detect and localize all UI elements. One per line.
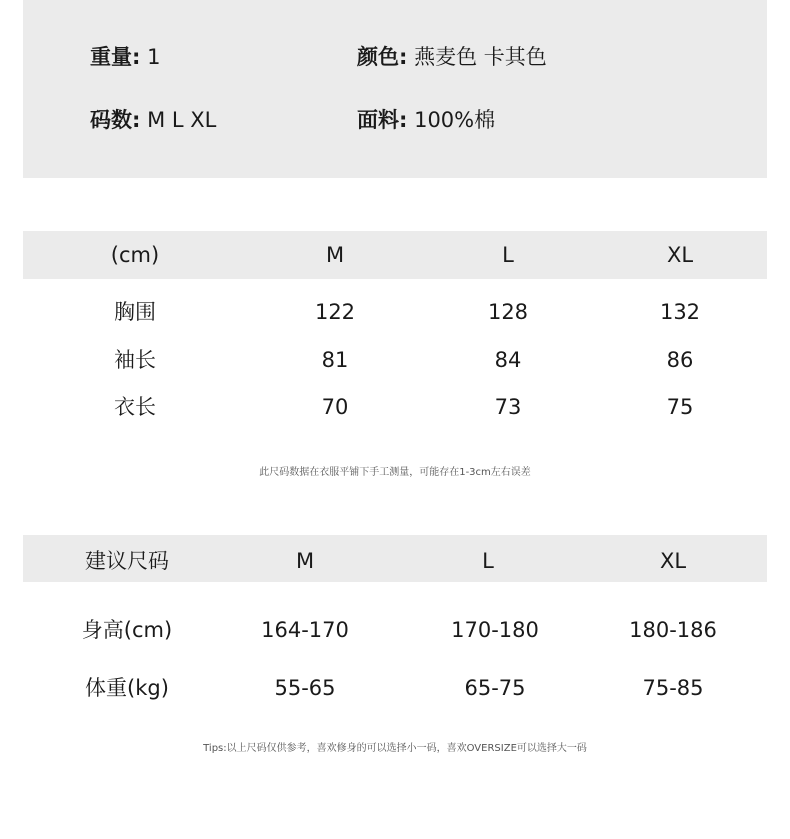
header-cell: M (295, 549, 315, 573)
table-cell: 65-75 (464, 676, 526, 700)
header-cell: M (325, 243, 345, 267)
tips-note: Tips:以上尺码仅供参考，喜欢修身的可以选择小一码，喜欢OVERSIZE可以选择大一码 (203, 743, 587, 754)
sizes-value: M L XL (140, 108, 217, 132)
fabric-value: 100%棉 (407, 108, 496, 132)
product-info-box (23, 0, 767, 178)
table-cell: 128 (487, 300, 529, 324)
header-cell: L (482, 549, 494, 573)
weight-value: 1 (140, 45, 161, 69)
fabric-label: 面料: (357, 108, 408, 132)
color-value: 燕麦色 卡其色 (407, 45, 547, 69)
row-label: 身高(cm) (81, 618, 173, 642)
header-cell: L (502, 243, 514, 267)
header-cell: XL (659, 549, 687, 573)
row-label: 体重(kg) (85, 676, 169, 700)
measurement-note: 此尺码数据在衣服平铺下手工测量，可能存在1-3cm左右误差 (259, 467, 531, 478)
color-label: 颜色: (357, 45, 408, 69)
weight-info (90, 42, 160, 72)
row-label: 胸围 (114, 300, 156, 324)
table-cell: 122 (314, 300, 356, 324)
table-cell: 132 (659, 300, 701, 324)
fabric-info (357, 105, 495, 135)
sizes-label: 码数: (90, 108, 141, 132)
table-cell: 86 (666, 348, 694, 372)
header-cell: 建议尺码 (85, 549, 169, 573)
table-cell: 70 (321, 395, 349, 419)
table-cell: 81 (321, 348, 349, 372)
weight-label: 重量: (90, 45, 141, 69)
table-cell: 75-85 (642, 676, 704, 700)
table-cell: 75 (666, 395, 694, 419)
table-cell: 164-170 (261, 618, 349, 642)
table-cell: 170-180 (451, 618, 539, 642)
table-cell: 55-65 (274, 676, 336, 700)
sizes-info (90, 105, 216, 135)
header-cell: (cm) (110, 243, 160, 267)
color-info (357, 42, 547, 72)
row-label: 袖长 (114, 348, 156, 372)
header-cell: XL (666, 243, 694, 267)
table-cell: 180-186 (629, 618, 717, 642)
row-label: 衣长 (114, 395, 156, 419)
table-cell: 73 (494, 395, 522, 419)
table-cell: 84 (494, 348, 522, 372)
